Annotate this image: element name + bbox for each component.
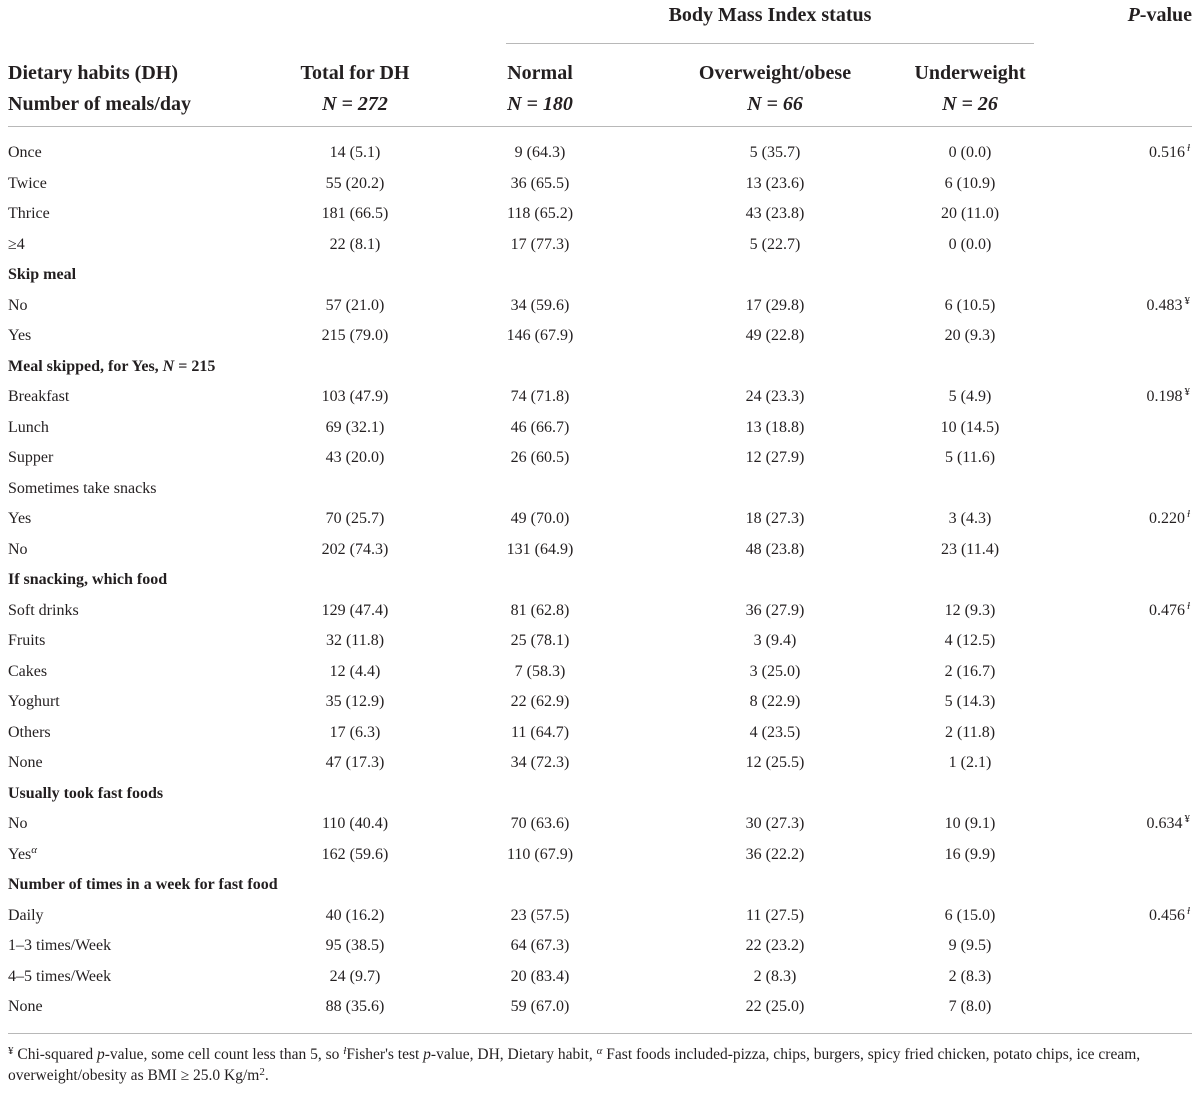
row-label: No bbox=[8, 296, 28, 314]
total-cell: 22 (8.1) bbox=[329, 235, 381, 253]
overweight-cell: 8 (22.9) bbox=[749, 693, 801, 710]
total-cell: 215 (79.0) bbox=[321, 327, 389, 344]
table-row bbox=[0, 596, 1200, 627]
chi-squared-mark: ¥ bbox=[8, 1045, 14, 1057]
overweight-cell: 22 (23.2) bbox=[745, 937, 805, 954]
underweight-cell: 2 (11.8) bbox=[944, 723, 996, 741]
table-row bbox=[0, 840, 1200, 871]
row-label: Lunch bbox=[8, 418, 49, 436]
overweight-cell: 49 (22.8) bbox=[745, 327, 805, 344]
total-cell: 43 (20.0) bbox=[325, 449, 385, 466]
table-row bbox=[0, 535, 1200, 566]
pvalue-cell: 0.634 ¥ bbox=[1146, 813, 1190, 832]
row-label: Yes bbox=[8, 327, 32, 344]
overweight-cell: 48 (23.8) bbox=[745, 540, 805, 558]
row-label: Thrice bbox=[8, 205, 50, 222]
overweight-cell: 3 (25.0) bbox=[749, 662, 801, 680]
overweight-cell: 11 (27.5) bbox=[745, 906, 805, 924]
footnote-text: . bbox=[264, 1067, 269, 1084]
pvalue-cell: 0.476 $^ɫ$ bbox=[1148, 599, 1190, 619]
normal-cell: 9 (64.3) bbox=[514, 144, 566, 161]
footnote-text: Chi-squared bbox=[13, 1046, 98, 1063]
row-label: Others bbox=[8, 723, 51, 741]
underweight-header-n: N = 26 bbox=[942, 93, 998, 115]
total-column-header bbox=[280, 58, 430, 120]
header-bottom-rule bbox=[8, 126, 1192, 127]
table-header bbox=[0, 0, 1200, 128]
normal-cell: 64 (67.3) bbox=[510, 937, 570, 954]
underweight-cell: 7 (8.0) bbox=[948, 998, 992, 1015]
dietary-habits-header-line1: Dietary habits (DH) bbox=[8, 62, 178, 84]
row-label: Supper bbox=[8, 449, 54, 466]
table-row bbox=[0, 718, 1200, 749]
row-label: 4–5 times/Week bbox=[8, 967, 112, 985]
row-label: Fruits bbox=[8, 632, 46, 649]
normal-cell: 17 (77.3) bbox=[510, 235, 570, 253]
row-label: Cakes bbox=[8, 662, 48, 680]
underweight-cell: 12 (9.3) bbox=[944, 601, 996, 619]
total-cell: 129 (47.4) bbox=[321, 601, 389, 619]
underweight-header-label: Underweight bbox=[914, 62, 1026, 84]
row-label: Yes$^\alpha$ bbox=[8, 843, 38, 863]
underweight-cell: 6 (10.5) bbox=[944, 296, 996, 314]
overweight-cell: 4 (23.5) bbox=[749, 723, 801, 741]
normal-cell: 146 (67.9) bbox=[506, 327, 574, 344]
pvalue-column-title bbox=[1128, 4, 1192, 27]
pvalue-cell: 0.198 ¥ bbox=[1146, 386, 1190, 405]
overweight-cell: 3 (9.4) bbox=[753, 632, 797, 649]
underweight-cell: 6 (15.0) bbox=[944, 906, 996, 924]
overweight-header-label: Overweight/obese bbox=[698, 62, 852, 84]
overweight-cell: 13 (18.8) bbox=[745, 418, 805, 436]
table-row bbox=[0, 901, 1200, 932]
normal-cell: 110 (67.9) bbox=[506, 845, 574, 863]
normal-column-header bbox=[470, 58, 610, 120]
normal-header-label: Normal bbox=[507, 62, 573, 84]
normal-cell: 118 (65.2) bbox=[506, 205, 574, 222]
table-row bbox=[0, 321, 1200, 352]
total-cell: 32 (11.8) bbox=[325, 632, 385, 649]
table-row bbox=[0, 199, 1200, 230]
row-label: Breakfast bbox=[8, 388, 70, 405]
footnote-text: -value, some cell count less than 5, so bbox=[104, 1046, 344, 1063]
table-bottom-rule bbox=[8, 1033, 1192, 1034]
table-row bbox=[0, 809, 1200, 840]
normal-cell: 34 (59.6) bbox=[510, 296, 570, 314]
underweight-cell: 10 (9.1) bbox=[944, 815, 996, 832]
overweight-cell: 36 (22.2) bbox=[745, 845, 805, 863]
total-cell: 88 (35.6) bbox=[325, 998, 385, 1015]
underweight-cell: 5 (14.3) bbox=[944, 693, 996, 710]
underweight-cell: 2 (16.7) bbox=[944, 662, 996, 680]
underweight-cell: 0 (0.0) bbox=[948, 144, 992, 161]
row-label: 1–3 times/Week bbox=[8, 937, 112, 954]
total-header-n: N = 272 bbox=[322, 93, 388, 115]
total-cell: 162 (59.6) bbox=[321, 845, 389, 863]
footnote-text: -value, DH, Dietary habit, bbox=[430, 1046, 597, 1063]
table-row bbox=[0, 992, 1200, 1023]
table-row bbox=[0, 504, 1200, 535]
row-label: No bbox=[8, 540, 28, 558]
overweight-cell: 17 (29.8) bbox=[745, 296, 805, 314]
total-cell: 40 (16.2) bbox=[325, 906, 385, 924]
table-row bbox=[0, 169, 1200, 200]
overweight-cell: 30 (27.3) bbox=[745, 815, 805, 832]
underweight-cell: 5 (11.6) bbox=[944, 449, 996, 466]
total-cell: 55 (20.2) bbox=[325, 174, 385, 192]
normal-cell: 11 (64.7) bbox=[510, 723, 570, 741]
section-header-row bbox=[0, 870, 1200, 901]
row-label: Yes bbox=[8, 510, 32, 527]
table-row bbox=[0, 382, 1200, 413]
row-label: None bbox=[8, 754, 43, 771]
overweight-cell: 12 (27.9) bbox=[745, 449, 805, 466]
section-header-row bbox=[0, 474, 1200, 505]
underweight-cell: 10 (14.5) bbox=[940, 418, 1000, 436]
overweight-cell: 13 (23.6) bbox=[745, 174, 805, 192]
normal-cell: 23 (57.5) bbox=[510, 906, 570, 924]
normal-cell: 20 (83.4) bbox=[510, 967, 570, 985]
section-label: Meal skipped, for Yes, N = 215 bbox=[8, 357, 216, 375]
total-cell: 202 (74.3) bbox=[321, 540, 389, 558]
underweight-cell: 20 (11.0) bbox=[940, 205, 1000, 222]
pvalue-cell: 0.516 $^ɫ$ bbox=[1148, 142, 1190, 161]
pvalue-title-rest: -value bbox=[1139, 4, 1192, 26]
normal-cell: 81 (62.8) bbox=[510, 601, 570, 619]
table-row bbox=[0, 443, 1200, 474]
pvalue-title-italic: P bbox=[1127, 4, 1140, 26]
normal-cell: 25 (78.1) bbox=[510, 632, 570, 649]
total-cell: 103 (47.9) bbox=[321, 388, 389, 405]
underweight-cell: 2 (8.3) bbox=[948, 967, 992, 985]
section-header-row bbox=[0, 779, 1200, 810]
normal-cell: 26 (60.5) bbox=[510, 449, 570, 466]
table-body bbox=[0, 138, 1200, 1023]
normal-cell: 22 (62.9) bbox=[510, 693, 570, 710]
table-row bbox=[0, 230, 1200, 261]
footnote-p-italic: p bbox=[423, 1046, 431, 1063]
section-label: Number of times in a week for fast food bbox=[8, 876, 278, 893]
table-row bbox=[0, 931, 1200, 962]
footnote-text: Fisher's test bbox=[346, 1046, 424, 1063]
overweight-cell: 22 (25.0) bbox=[745, 998, 805, 1015]
overweight-cell: 5 (35.7) bbox=[749, 144, 801, 161]
total-cell: 69 (32.1) bbox=[325, 418, 385, 436]
section-header-row bbox=[0, 352, 1200, 383]
table-row bbox=[0, 687, 1200, 718]
section-header-row bbox=[0, 565, 1200, 596]
row-label: No bbox=[8, 815, 28, 832]
alpha-mark: α bbox=[596, 1045, 603, 1057]
table-row bbox=[0, 138, 1200, 169]
row-label: None bbox=[8, 998, 43, 1015]
pvalue-cell: 0.483 ¥ bbox=[1146, 294, 1190, 314]
footnote-text: Fast foods included-pizza, chips, burgers, spicy fried chicken, potato chips, ice cream, overweight/obesity as BMI ≥ 25.0 Kg/m bbox=[8, 1046, 1141, 1084]
total-cell: 95 (38.5) bbox=[325, 937, 385, 954]
underweight-cell: 5 (4.9) bbox=[948, 388, 992, 405]
overweight-cell: 12 (25.5) bbox=[745, 754, 805, 771]
underweight-column-header bbox=[900, 58, 1040, 120]
total-cell: 17 (6.3) bbox=[329, 723, 381, 741]
underweight-cell: 6 (10.9) bbox=[944, 174, 996, 192]
underweight-cell: 23 (11.4) bbox=[940, 540, 1000, 558]
total-cell: 110 (40.4) bbox=[321, 815, 389, 832]
dietary-habits-header-line2: Number of meals/day bbox=[8, 93, 191, 115]
footnote-superscript: 2 bbox=[259, 1066, 265, 1078]
total-cell: 181 (66.5) bbox=[321, 205, 389, 222]
row-label: ≥4 bbox=[8, 235, 25, 253]
total-cell: 12 (4.4) bbox=[329, 662, 381, 680]
pvalue-cell: 0.220 $^ɫ$ bbox=[1148, 508, 1190, 527]
table-row bbox=[0, 413, 1200, 444]
section-label: Sometimes take snacks bbox=[8, 479, 157, 497]
section-label: Skip meal bbox=[8, 266, 77, 283]
underweight-cell: 20 (9.3) bbox=[944, 327, 996, 344]
overweight-cell: 5 (22.7) bbox=[749, 235, 801, 253]
pvalue-cell: 0.456 $^ɫ$ bbox=[1148, 904, 1190, 924]
row-label: Once bbox=[8, 144, 42, 161]
underweight-cell: 3 (4.3) bbox=[948, 510, 992, 527]
normal-cell: 46 (66.7) bbox=[510, 418, 570, 436]
total-cell: 70 (25.7) bbox=[325, 510, 385, 527]
total-header-label: Total for DH bbox=[300, 62, 410, 84]
total-cell: 47 (17.3) bbox=[325, 754, 385, 771]
underweight-cell: 16 (9.9) bbox=[944, 845, 996, 863]
table-row bbox=[0, 291, 1200, 322]
normal-cell: 34 (72.3) bbox=[510, 754, 570, 771]
table-row bbox=[0, 657, 1200, 688]
section-label: If snacking, which food bbox=[8, 571, 168, 588]
underweight-cell: 1 (2.1) bbox=[948, 754, 992, 771]
total-cell: 57 (21.0) bbox=[325, 296, 385, 314]
group-span-divider bbox=[506, 43, 1034, 44]
total-cell: 14 (5.1) bbox=[329, 144, 381, 161]
footnote-p-italic: p bbox=[97, 1046, 105, 1063]
overweight-cell: 24 (23.3) bbox=[745, 388, 805, 405]
fisher-mark: ɫ bbox=[343, 1045, 347, 1057]
table-row bbox=[0, 748, 1200, 779]
underweight-cell: 0 (0.0) bbox=[948, 235, 992, 253]
table-row bbox=[0, 962, 1200, 993]
bmi-status-group-title: Body Mass Index status bbox=[668, 4, 872, 26]
overweight-cell: 18 (27.3) bbox=[745, 510, 805, 527]
normal-cell: 74 (71.8) bbox=[510, 388, 570, 405]
table-footnote bbox=[8, 1044, 1192, 1086]
overweight-cell: 2 (8.3) bbox=[753, 967, 797, 985]
overweight-cell: 36 (27.9) bbox=[745, 601, 805, 619]
table-row bbox=[0, 626, 1200, 657]
underweight-cell: 9 (9.5) bbox=[948, 937, 992, 954]
normal-cell: 70 (63.6) bbox=[510, 815, 570, 832]
total-cell: 24 (9.7) bbox=[329, 967, 381, 985]
overweight-header-n: N = 66 bbox=[747, 93, 803, 115]
row-label: Twice bbox=[8, 174, 47, 192]
row-label: Yoghurt bbox=[8, 693, 60, 710]
normal-cell: 59 (67.0) bbox=[510, 998, 570, 1015]
normal-cell: 36 (65.5) bbox=[510, 174, 570, 192]
section-label: Usually took fast foods bbox=[8, 784, 164, 802]
normal-cell: 49 (70.0) bbox=[510, 510, 570, 527]
normal-header-n: N = 180 bbox=[507, 93, 573, 115]
row-label: Daily bbox=[8, 906, 44, 924]
normal-cell: 7 (58.3) bbox=[514, 662, 566, 680]
overweight-cell: 43 (23.8) bbox=[745, 205, 805, 222]
normal-cell: 131 (64.9) bbox=[506, 540, 574, 558]
underweight-cell: 4 (12.5) bbox=[944, 632, 996, 649]
row-label: Soft drinks bbox=[8, 601, 79, 619]
total-cell: 35 (12.9) bbox=[325, 693, 385, 710]
dietary-habits-column-header bbox=[8, 58, 191, 120]
overweight-column-header bbox=[640, 58, 910, 120]
section-header-row bbox=[0, 260, 1200, 291]
